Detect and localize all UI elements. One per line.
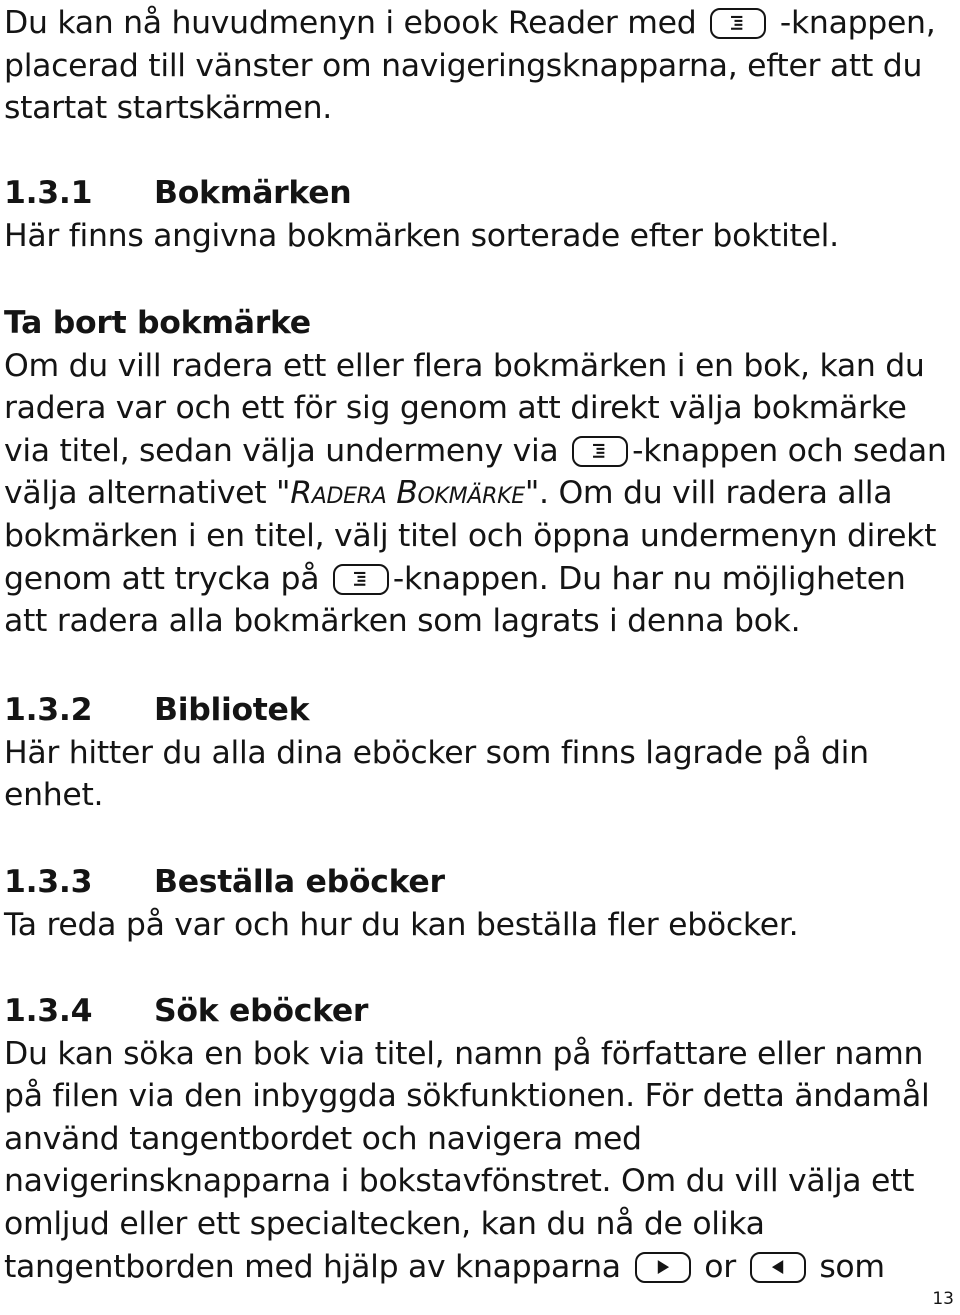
remove-text-1: Om du vill radera ett eller flera bokmärken i en bok, kan du radera var och ett för sig genom att direkt välja bokmärke via titel, sedan välja undermeny via <box>4 347 925 469</box>
section-heading <box>4 861 798 904</box>
section-body: Ta reda på var och hur du kan beställa fler eböcker. <box>4 906 799 943</box>
section-number: 1.3.1 <box>4 175 93 211</box>
remove-text-3: ". Om du vill radera alla bokmärken i en titel, välj titel och öppna undermenyn direkt genom att trycka på <box>4 475 937 597</box>
search-text-1: Du kan söka en bok via titel, namn på författare eller namn på filen via den inbyggda sökfunktionen. För detta ändamål använd tangentbordet och navigera med navigerinsknapparna i bokstavfönstret. Om du vill välja ett omljud eller ett specialtecken, kan du nå de olika tangentborden med hjälp av knapparna <box>4 1035 930 1285</box>
search-text-2: or <box>704 1248 736 1285</box>
page-number: 13 <box>932 1289 954 1309</box>
section-library <box>4 689 954 817</box>
section-search-ebooks <box>4 990 954 1288</box>
section-order-ebooks <box>4 861 798 946</box>
remove-body <box>4 345 954 643</box>
remove-text-2: -knappen och sedan välja alternativet " <box>4 432 947 512</box>
intro-text-1: Du kan nå huvudmenyn i ebook Reader med <box>4 5 697 41</box>
section-body: Här finns angivna bokmärken sorterade efter boktitel. <box>4 217 839 254</box>
section-heading <box>4 990 954 1033</box>
section-number: 1.3.3 <box>4 864 93 900</box>
remove-text-4: -knappen. Du har nu möjligheten att radera alla bokmärken som lagrats i denna bok. <box>4 560 906 640</box>
menu-key-icon <box>572 436 628 467</box>
section-remove-bookmark <box>4 302 954 643</box>
section-heading <box>4 689 954 732</box>
section-title: Bokmärken <box>154 175 352 211</box>
section-title: Bibliotek <box>154 692 310 728</box>
section-title: Beställa eböcker <box>154 864 445 900</box>
intro-paragraph <box>4 2 954 130</box>
left-arrow-key-icon <box>750 1252 806 1283</box>
section-heading <box>4 172 839 215</box>
right-arrow-key-icon <box>635 1252 691 1283</box>
menu-key-icon <box>333 564 389 595</box>
section-number: 1.3.4 <box>4 993 93 1029</box>
section-body <box>4 1033 954 1289</box>
intro-text-2: -knappen, placerad till vänster om navigeringsknapparna, efter att du startat startskärmen. <box>4 5 936 127</box>
subsection-title: Ta bort bokmärke <box>4 305 311 341</box>
section-bookmarks <box>4 172 839 257</box>
section-body: Här hitter du alla dina eböcker som finns lagrade på din enhet. <box>4 734 869 814</box>
search-text-3: som <box>819 1248 885 1285</box>
menu-option-label: Radera Bokmärke <box>290 475 525 512</box>
section-number: 1.3.2 <box>4 692 93 728</box>
menu-key-icon <box>710 8 766 39</box>
section-title: Sök eböcker <box>154 993 369 1029</box>
